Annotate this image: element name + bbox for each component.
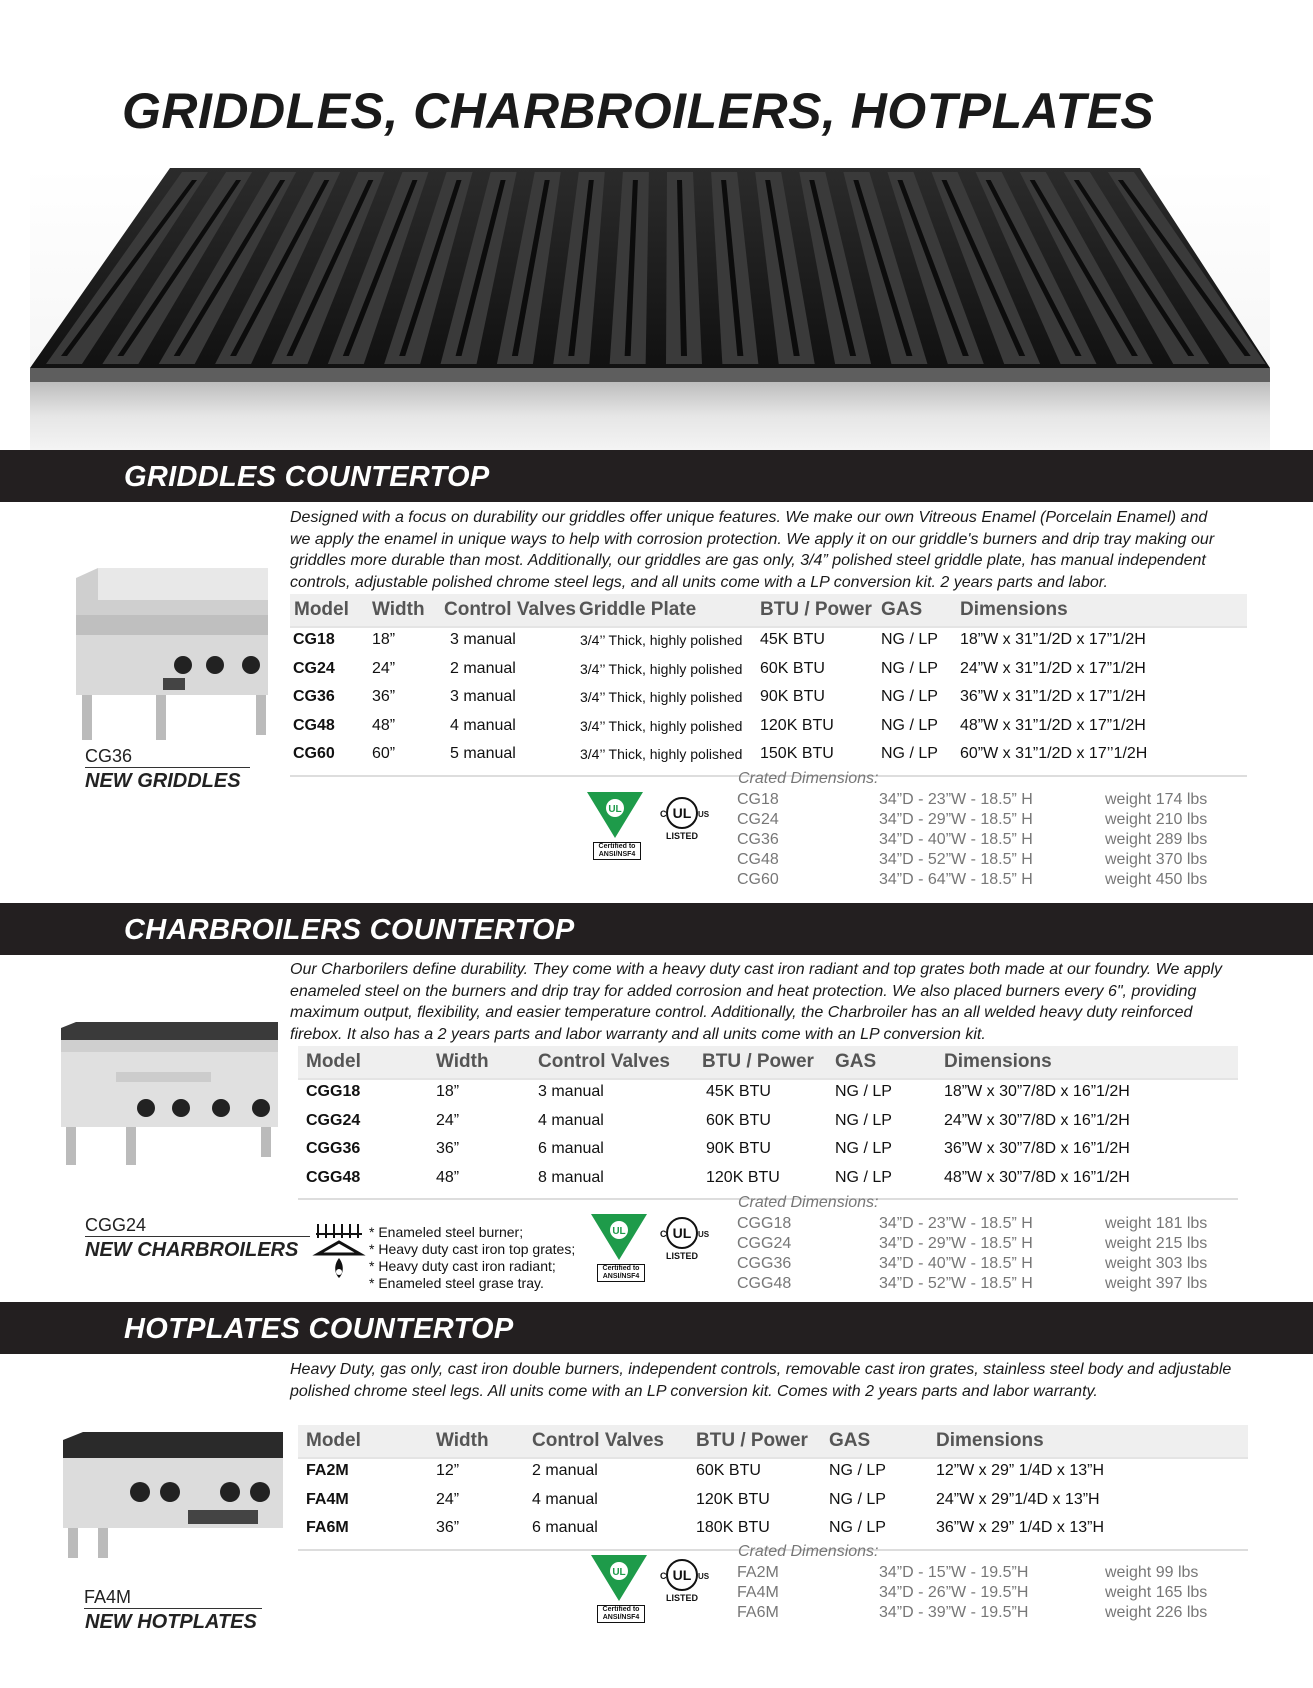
crated-model: CG24 [737,811,779,828]
table-cell: 60K BTU [760,659,825,677]
table-cell: 48” [372,716,396,734]
hero-image [30,168,1270,450]
crated-model: CGG24 [737,1235,792,1252]
table-cell: 24” [436,1111,460,1129]
crated-model: CG60 [737,871,779,888]
table-cell: 5 manual [450,745,516,762]
svg-text:LISTED: LISTED [665,1251,699,1261]
svg-text:UL: UL [672,805,692,821]
charbroilers-crated-title: Crated Dimensions: [738,1194,879,1211]
crated-row [737,811,1217,831]
table-cell: 18” [372,631,396,648]
table-cell: 24” [436,1490,460,1508]
charbroiler-product-label: CGG24 [85,1215,147,1235]
table-cell: 18”W x 30”7/8D x 16”1/2H [944,1083,1130,1100]
crated-row [737,1584,1217,1604]
model-cell: CG60 [293,745,335,762]
table-cell: 60K BTU [696,1462,761,1479]
table-cell: 45K BTU [706,1083,771,1100]
table-cell: 120K BTU [706,1168,780,1186]
table-cell: 2 manual [532,1462,598,1479]
table-cell: 36” [372,688,396,705]
table-cell: 36”W x 29” 1/4D x 13”H [936,1519,1105,1536]
col-griddle-plate: Griddle Plate [579,599,697,620]
crated-weight: weight 174 lbs [1105,791,1208,808]
crated-row [737,791,1217,811]
table-cell: 4 manual [450,716,516,734]
griddles-desc-line: griddles more durable than most. Additionally, our griddles are gas only, 3/4” polished steel griddle plate, has manual independent [290,552,1206,569]
table-cell: 36”W x 30”7/8D x 16”1/2H [944,1140,1130,1157]
svg-text:UL: UL [612,1226,626,1237]
hotplates-crated-list [737,1564,1217,1624]
table-cell: NG / LP [881,745,938,762]
crated-dimensions: 34”D - 52”W - 18.5” H [879,851,1033,868]
table-cell: NG / LP [829,1462,886,1479]
table-cell: 150K BTU [760,745,834,762]
col-width: Width [372,599,425,620]
table-cell: 24”W x 31”1/2D x 17”1/2H [960,659,1146,677]
crated-row [737,1255,1217,1275]
crated-dimensions: 34”D - 29”W - 18.5” H [879,811,1033,828]
table-cell: NG / LP [835,1111,892,1129]
table-row [298,1109,1238,1138]
table-cell: 2 manual [450,659,516,677]
table-cell: 48”W x 31”1/2D x 17”1/2H [960,716,1146,734]
hotplates-table [298,1425,1248,1551]
griddle-new-label: NEW GRIDDLES [85,770,241,792]
charbroiler-grates-illustration [30,168,1270,450]
nsf-cert-box: Certified to ANSI/NSF4 [597,1264,645,1282]
griddles-description [290,507,1270,593]
table-cell: 90K BTU [706,1140,771,1157]
table-cell: 120K BTU [760,716,834,734]
crated-model: CGG36 [737,1255,792,1272]
charbroilers-section-title: CHARBROILERS COUNTERTOP [124,914,575,946]
hotplates-desc-line: Heavy Duty, gas only, cast iron double burners, independent controls, removable cast iron grates, stainless steel body and adjustable [290,1361,1232,1378]
table-cell: 60” [372,745,396,762]
table-cell: 3/4’’ Thick, highly polished [580,632,743,648]
charbroiler-product-image [56,1020,281,1170]
svg-text:LISTED: LISTED [665,1593,699,1603]
crated-row [737,831,1217,851]
crated-weight: weight 210 lbs [1105,811,1208,828]
page-title: GRIDDLES, CHARBROILERS, HOTPLATES [122,83,1155,139]
svg-text:US: US [698,1230,710,1239]
table-row [298,1516,1248,1545]
table-cell: 8 manual [538,1168,604,1186]
ul-listed-logo [658,793,710,846]
table-cell: 12”W x 29” 1/4D x 13”H [936,1462,1105,1479]
table-cell: 3 manual [450,688,516,705]
table-row [290,685,1247,714]
crated-model: FA2M [737,1564,779,1581]
charbroiler-new-label: NEW CHARBROILERS [85,1239,299,1261]
crated-dimensions: 34”D - 52”W - 18.5” H [879,1275,1033,1292]
col-btu: BTU / Power [702,1051,814,1072]
table-row [290,628,1247,657]
model-cell: CG24 [293,659,335,677]
crated-dimensions: 34”D - 64”W - 18.5” H [879,871,1033,888]
table-row [298,1488,1248,1517]
table-cell: 3 manual [450,631,516,648]
table-cell: 3/4’’ Thick, highly polished [580,746,743,762]
svg-text:C: C [660,1571,667,1581]
table-row [298,1459,1248,1488]
table-cell: 24” [372,659,396,677]
table-cell: 3 manual [538,1083,604,1100]
model-cell: FA6M [306,1519,349,1536]
col-gas: GAS [829,1430,871,1451]
crated-weight: weight 450 lbs [1105,871,1208,888]
griddles-section-title: GRIDDLES COUNTERTOP [124,461,490,493]
table-row [290,714,1247,743]
svg-text:UL: UL [612,1567,626,1578]
crated-weight: weight 303 lbs [1105,1255,1208,1272]
ul-listed-icon [658,1213,710,1261]
griddles-crated-list [737,791,1217,891]
table-cell: 18” [436,1083,460,1100]
table-cell: 45K BTU [760,631,825,648]
crated-weight: weight 165 lbs [1105,1584,1208,1601]
feature-item: * Enameled steel grase tray. [369,1275,544,1291]
crated-dimensions: 34”D - 23”W - 18.5” H [879,1215,1033,1232]
nsf-cert-box: Certified to ANSI/NSF4 [593,842,641,860]
griddle-product-image [68,560,278,745]
table-cell: 36” [436,1519,460,1536]
col-dimensions: Dimensions [936,1430,1044,1451]
table-cell: NG / LP [829,1490,886,1508]
col-gas: GAS [881,599,923,620]
table-cell: NG / LP [835,1168,892,1186]
col-gas: GAS [835,1051,877,1072]
crated-weight: weight 181 lbs [1105,1215,1208,1232]
hotplates-section-bar [0,1302,1313,1354]
charbroiler-features-list [369,1224,575,1292]
model-cell: FA4M [306,1490,349,1508]
col-model: Model [306,1051,361,1072]
crated-row [737,1564,1217,1584]
col-width: Width [436,1430,489,1451]
griddle-label-rule [85,767,250,768]
hotplates-crated-title: Crated Dimensions: [738,1543,879,1560]
svg-text:UL: UL [608,804,622,815]
crated-model: CGG18 [737,1215,792,1232]
charbroilers-desc-line: enameled steel on the burners and drip tray for added corrosion and heat protection. We also placed burners every 6", providing [290,982,1197,1000]
feature-item: * Enameled steel burner; [369,1224,524,1240]
charbroilers-desc-line: maximum output, flexibility, and easier temperature control. Additionally, the Charbroiler has an all welded heavy duty reinforced [290,1004,1193,1021]
griddles-desc-line: we apply the enamel in unique ways to help with corrosion protection. We apply it on our griddle's burners and drip tray making our [290,530,1215,548]
model-cell: CGG24 [306,1111,361,1129]
crated-row [737,1604,1217,1624]
model-cell: CGG48 [306,1168,361,1186]
nsf-cert-box: Certified to ANSI/NSF4 [597,1605,645,1623]
ul-listed-logo [658,1555,710,1608]
crated-dimensions: 34”D - 39”W - 19.5”H [879,1604,1029,1621]
svg-text:US: US [698,810,710,819]
table-cell: 6 manual [532,1519,598,1536]
hotplate-product-label: FA4M [84,1587,132,1607]
table-cell: 90K BTU [760,688,825,705]
table-cell: 36” [436,1140,460,1157]
charbroiler-feature-icon [314,1220,364,1287]
crated-row [737,1215,1217,1235]
col-control-valves: Control Valves [532,1430,664,1451]
charbroilers-description [290,959,1270,1045]
col-btu: BTU / Power [696,1430,808,1451]
crated-row [737,851,1217,871]
hotplates-section-title: HOTPLATES COUNTERTOP [124,1313,514,1345]
hotplates-description [290,1359,1270,1402]
col-width: Width [436,1051,489,1072]
crated-row [737,1235,1217,1255]
table-cell: 4 manual [538,1111,604,1129]
griddles-desc-line: controls, adjustable polished chrome steel legs, and all units come with a LP conversion kit. 2 years parts and labor. [290,573,1108,591]
table-cell: 180K BTU [696,1519,770,1536]
table-cell: 6 manual [538,1140,604,1157]
table-cell: 12” [436,1462,460,1479]
charbroilers-section-bar [0,903,1313,955]
crated-dimensions: 34”D - 23”W - 18.5” H [879,791,1033,808]
ul-listed-logo [658,1213,710,1266]
table-header [290,594,1247,628]
table-cell: 36”W x 31”1/2D x 17”1/2H [960,688,1146,705]
crated-weight: weight 397 lbs [1105,1275,1208,1292]
model-cell: CG48 [293,716,335,734]
col-model: Model [294,599,349,620]
table-cell: NG / LP [829,1519,886,1536]
crated-model: CG18 [737,791,779,808]
hotplates-desc-line: polished chrome steel legs. All units come with an LP conversion kit. Comes with 2 years parts and labor warranty. [290,1382,1098,1400]
crated-model: CG36 [737,831,779,848]
col-model: Model [306,1430,361,1451]
table-row [290,742,1247,771]
nsf-certification-logo [585,790,645,865]
crated-model: FA6M [737,1604,779,1621]
model-cell: CG36 [293,688,335,705]
svg-text:UL: UL [672,1567,692,1583]
svg-text:US: US [698,1572,710,1581]
crated-row [737,871,1217,891]
hotplate-new-label: NEW HOTPLATES [85,1611,257,1633]
crated-row [737,1275,1217,1295]
griddles-crated-title: Crated Dimensions: [738,770,879,787]
charbroilers-desc-line: Our Charborilers define durability. They come with a heavy duty cast iron radiant and top grates both made at our foundry. We apply [290,961,1223,978]
table-row [290,657,1247,686]
col-btu: BTU / Power [760,599,872,620]
table-cell: 48”W x 30”7/8D x 16”1/2H [944,1168,1130,1186]
charbroilers-desc-line: firebox. It also has a 2 years parts and labor warranty and all units come with an LP conversion kit. [290,1025,986,1043]
crated-weight: weight 370 lbs [1105,851,1208,868]
charbroilers-crated-list [737,1215,1217,1295]
crated-dimensions: 34”D - 29”W - 18.5” H [879,1235,1033,1252]
crated-dimensions: 34”D - 40”W - 18.5” H [879,831,1033,848]
table-cell: NG / LP [881,631,938,648]
svg-text:UL: UL [672,1225,692,1241]
model-cell: CG18 [293,631,335,648]
hotplate-label-rule [84,1608,262,1609]
griddles-section-bar [0,450,1313,502]
col-control-valves: Control Valves [538,1051,670,1072]
charbroiler-label-rule [85,1236,310,1237]
nsf-certification-logo [589,1553,649,1628]
crated-weight: weight 226 lbs [1105,1604,1208,1621]
nsf-certification-logo [589,1212,649,1287]
col-dimensions: Dimensions [944,1051,1052,1072]
crated-model: CGG48 [737,1275,792,1292]
svg-text:C: C [660,809,667,819]
feature-item: * Heavy duty cast iron top grates; [369,1241,576,1257]
crated-model: FA4M [737,1584,779,1601]
griddles-desc-line: Designed with a focus on durability our griddles offer unique features. We make our own Vitreous Enamel (Porcelain Enamel) and [290,509,1208,526]
col-dimensions: Dimensions [960,599,1068,620]
table-row [298,1166,1238,1195]
crated-model: CG48 [737,851,779,868]
table-cell: 60”W x 31”1/2D x 17’’1/2H [960,745,1148,762]
table-cell: 18”W x 31”1/2D x 17”1/2H [960,631,1146,648]
hotplate-product-image [58,1430,288,1560]
svg-text:C: C [660,1229,667,1239]
model-cell: CGG36 [306,1140,361,1157]
table-cell: 3/4’’ Thick, highly polished [580,660,743,677]
model-cell: CGG18 [306,1083,361,1100]
griddles-table [290,594,1247,777]
table-row [298,1080,1238,1109]
table-cell: NG / LP [881,716,938,734]
crated-weight: weight 215 lbs [1105,1235,1208,1252]
table-header [298,1425,1248,1459]
table-cell: NG / LP [881,688,938,705]
crated-dimensions: 34”D - 15”W - 19.5”H [879,1564,1029,1581]
grate-flame-icon [314,1220,364,1282]
table-header [298,1046,1238,1080]
table-cell: 60K BTU [706,1111,771,1129]
ul-listed-icon [658,793,710,841]
col-control-valves: Control Valves [444,599,576,620]
table-cell: 24”W x 29”1/4D x 13”H [936,1490,1100,1508]
crated-weight: weight 99 lbs [1105,1564,1199,1581]
table-row [298,1137,1238,1166]
crated-dimensions: 34”D - 40”W - 18.5” H [879,1255,1033,1272]
table-cell: 4 manual [532,1490,598,1508]
table-cell: 48” [436,1168,460,1186]
table-cell: NG / LP [881,659,938,677]
ul-listed-icon [658,1555,710,1603]
table-cell: NG / LP [835,1083,892,1100]
feature-item: * Heavy duty cast iron radiant; [369,1258,556,1274]
charbroilers-table [298,1046,1238,1200]
table-cell: 24”W x 30”7/8D x 16”1/2H [944,1111,1130,1129]
crated-weight: weight 289 lbs [1105,831,1208,848]
table-cell: 120K BTU [696,1490,770,1508]
model-cell: FA2M [306,1462,349,1479]
table-cell: NG / LP [835,1140,892,1157]
griddle-product-label: CG36 [85,746,133,766]
crated-dimensions: 34”D - 26”W - 19.5”H [879,1584,1029,1601]
svg-text:LISTED: LISTED [665,831,699,841]
table-cell: 3/4’’ Thick, highly polished [580,689,743,705]
table-cell: 3/4’’ Thick, highly polished [580,717,743,734]
